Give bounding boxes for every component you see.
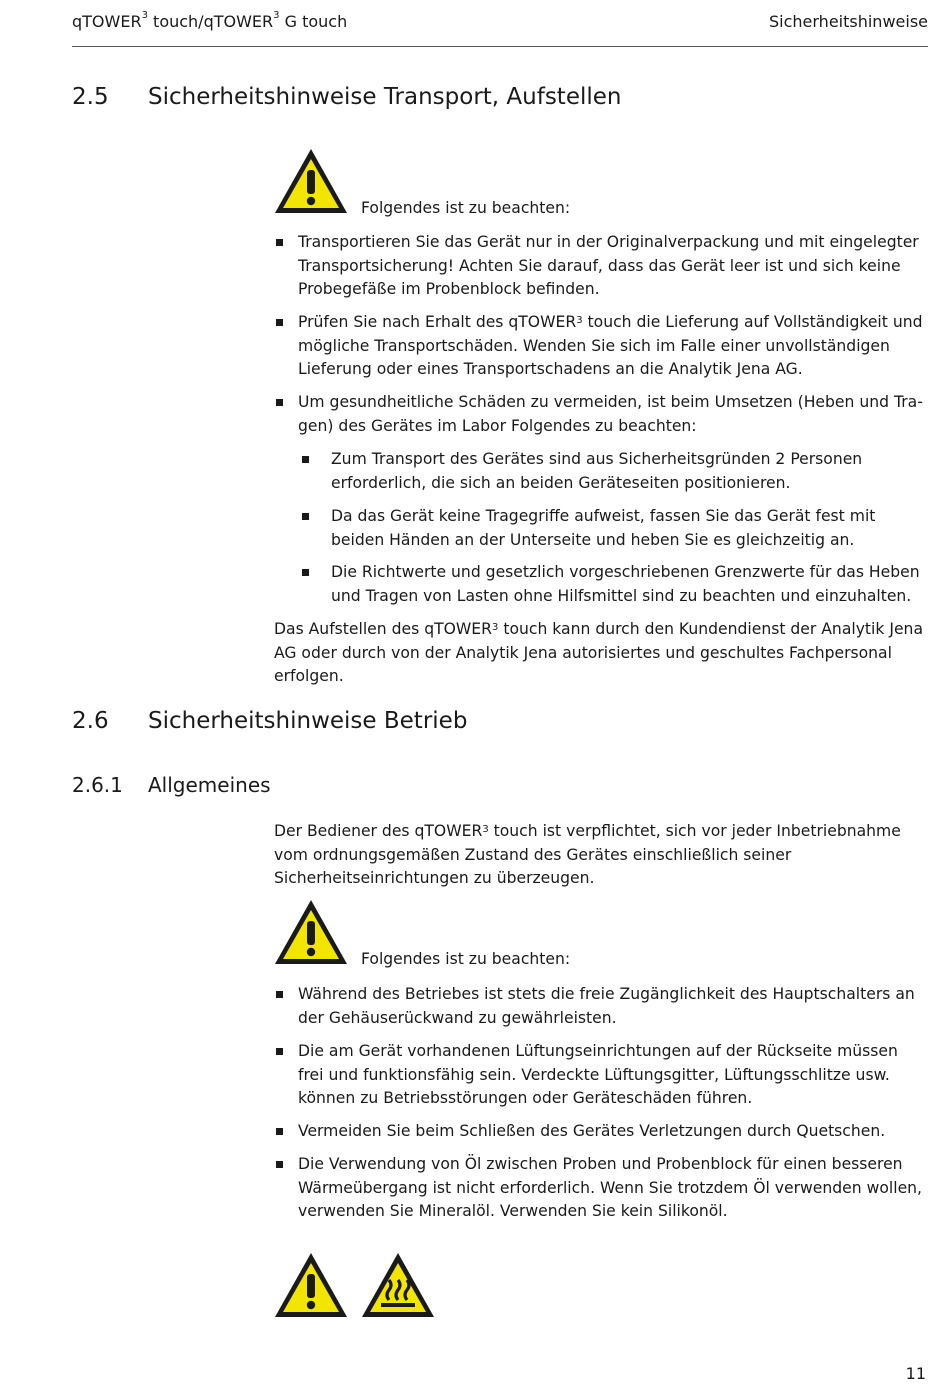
list-item: Prüfen Sie nach Erhalt des qTOWER$^3$ touch die Lieferung auf Vollständigkeit und mögliche Transportschäden. Wenden Sie sich im Falle einer unvollständigen Lieferung oder eines Transportschadens an die Analytik Jena AG.	[274, 311, 926, 382]
section-heading-2-6-1: 2.6.1 Allgemeines	[72, 773, 271, 797]
note-label: Folgendes ist zu beachten:	[361, 950, 571, 968]
sub-list-item: Da das Gerät keine Tragegriffe aufweist, fassen Sie das Gerät fest mit beiden Händen an der Unterseite und heben Sie es gleichzeitig an.	[300, 505, 926, 552]
list-item: Um gesundheitliche Schäden zu vermeiden, ist beim Umsetzen (Heben und Tragen) des Gerätes im Labor Folgendes zu beachten:	[274, 391, 926, 438]
paragraph: Der Bediener des qTOWER$^3$ touch ist verpflichtet, sich vor jeder Inbetriebnahme vom ordnungsgemäßen Zustand des Gerätes einschließlich seiner Sicherheitseinrichtungen zu überzeugen.	[274, 822, 901, 887]
sub-list-item: Zum Transport des Gerätes sind aus Sicherheitsgründen 2 Personen erforderlich, die sich an beiden Geräteseiten positionieren.	[300, 448, 926, 495]
hot-surface-icon	[359, 1250, 437, 1320]
page-header	[72, 12, 928, 47]
warning-icon	[272, 897, 350, 967]
warning-icon	[272, 146, 350, 216]
section-heading-2-6: 2.6 Sicherheitshinweise Betrieb	[72, 708, 468, 734]
list-item: Vermeiden Sie beim Schließen des Gerätes Verletzungen durch Quetschen.	[274, 1120, 926, 1144]
list-item: Transportieren Sie das Gerät nur in der Originalverpackung und mit eingelegter Transportsicherung! Achten Sie darauf, dass das Gerät leer ist und sich keine Probegefäße im Probenblock befinden.	[274, 231, 926, 302]
section-heading-2-5: 2.5 Sicherheitshinweise Transport, Aufstellen	[72, 84, 622, 110]
warning-icon	[272, 1250, 350, 1320]
paragraph: Das Aufstellen des qTOWER$^3$ touch kann durch den Kundendienst der Analytik Jena AG oder durch von der Analytik Jena autorisiertes und geschultes Fachpersonal erfolgen.	[274, 620, 923, 685]
header-section: Sicherheitshinweise	[769, 12, 928, 31]
list-item: Während des Betriebes ist stets die freie Zugänglichkeit des Hauptschalters an der Gehäuserückwand zu gewährleisten.	[274, 983, 926, 1030]
page-number: 11	[905, 1364, 926, 1383]
note-label: Folgendes ist zu beachten:	[361, 199, 571, 217]
sub-list-item: Die Richtwerte und gesetzlich vorgeschriebenen Grenzwerte für das Heben und Tragen von Lasten ohne Hilfsmittel sind zu beachten und einzuhalten.	[300, 561, 926, 608]
list-item: Die am Gerät vorhandenen Lüftungseinrichtungen auf der Rückseite müssen frei und funktionsfähig sein. Verdeckte Lüftungsgitter, Lüftungsschlitze usw. können zu Betriebsstörungen oder Geräteschäden führen.	[274, 1040, 926, 1111]
list-item: Die Verwendung von Öl zwischen Proben und Probenblock für einen besseren Wärmeübergang ist nicht erforderlich. Wenn Sie trotzdem Öl verwenden wollen, verwenden Sie Mineralöl. Verwenden Sie kein Silikonöl.	[274, 1153, 926, 1224]
header-title: qTOWER$^3$ touch/qTOWER$^3$ G touch	[72, 10, 348, 31]
